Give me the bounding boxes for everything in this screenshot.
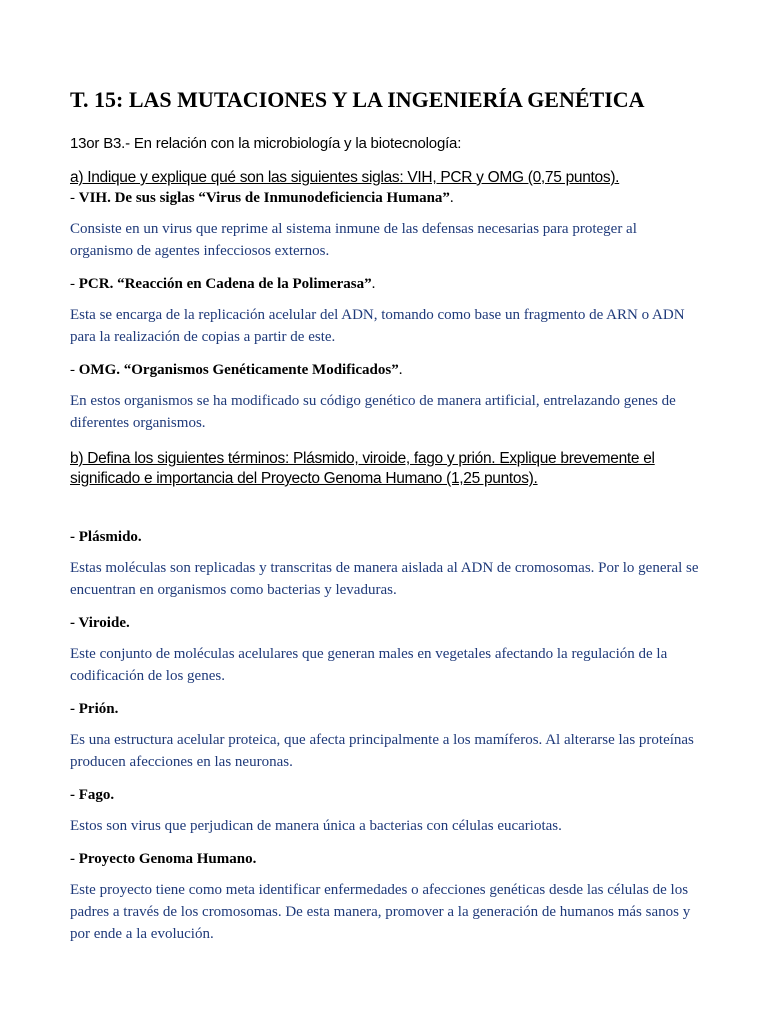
term-label: - Viroide.: [70, 615, 130, 631]
term-suffix: .: [449, 190, 454, 206]
answer-prion: Es una estructura acelular proteica, que afecta principalmente a los mamíferos. Al alterarse las proteínas producen afecciones en las neuronas.: [70, 732, 694, 770]
term-vih: [70, 188, 700, 208]
document-title: T. 15: LAS MUTACIONES Y LA INGENIERÍA GENÉTICA: [70, 87, 645, 112]
term-label: - Proyecto Genoma Humano.: [70, 851, 257, 867]
document-page: [70, 84, 700, 945]
term-label: PCR. “Reacción en Cadena de la Polimerasa”: [78, 276, 372, 292]
term-proyecto-genoma: [70, 849, 700, 869]
term-prefix: -: [70, 276, 79, 292]
term-plasmido: [70, 527, 700, 547]
question-a: a) Indique y explique qué son las siguientes siglas: VIH, PCR y OMG (0,75 puntos).: [70, 169, 620, 186]
term-label: VIH. De sus siglas “Virus de Inmunodeficiencia Humana”: [78, 190, 450, 206]
answer-fago: Estos son virus que perjudican de manera única a bacterias con células eucariotas.: [70, 818, 562, 834]
answer-vih: Consiste en un virus que reprime al sistema inmune de las defensas necesarias para proteger al organismo de agentes infecciosos externos.: [70, 221, 637, 259]
answer-proyecto-genoma: Este proyecto tiene como meta identificar enfermedades o afecciones genéticas desde las células de los padres a través de los cromosomas. De esta manera, promover a la generación de humanos más sanos y por ende a la evolución.: [70, 882, 691, 942]
section-a: [70, 188, 700, 434]
section-b: [70, 527, 700, 945]
term-suffix: .: [398, 362, 403, 378]
term-label: - Fago.: [70, 787, 115, 803]
term-fago: [70, 785, 700, 805]
term-viroide: [70, 613, 700, 633]
answer-pcr: Esta se encarga de la replicación acelular del ADN, tomando como base un fragmento de ARN o ADN para la realización de copias a partir de este.: [70, 307, 685, 345]
exam-question-header: 13or B3.- En relación con la microbiología y la biotecnología:: [70, 135, 462, 152]
term-omg: [70, 360, 700, 380]
answer-plasmido: Estas moléculas son replicadas y transcritas de manera aislada al ADN de cromosomas. Por lo general se encuentran en organismos como bacterias y levaduras.: [70, 560, 699, 598]
term-prefix: -: [70, 190, 79, 206]
term-label: OMG. “Organismos Genéticamente Modificados”: [78, 362, 399, 378]
term-suffix: .: [371, 276, 376, 292]
term-prefix: -: [70, 362, 79, 378]
answer-viroide: Este conjunto de moléculas acelulares que generan males en vegetales afectando la regulación de la codificación de los genes.: [70, 646, 668, 684]
question-b: b) Defina los siguientes términos: Plásmido, viroide, fago y prión. Explique brevemente el significado e importancia del Proyecto Genoma Humano (1,25 puntos).: [70, 450, 655, 487]
term-label: - Prión.: [70, 701, 119, 717]
answer-omg: En estos organismos se ha modificado su código genético de manera artificial, entrelazando genes de diferentes organismos.: [70, 393, 676, 431]
term-prion: [70, 699, 700, 719]
term-pcr: [70, 274, 700, 294]
term-label: - Plásmido.: [70, 529, 142, 545]
